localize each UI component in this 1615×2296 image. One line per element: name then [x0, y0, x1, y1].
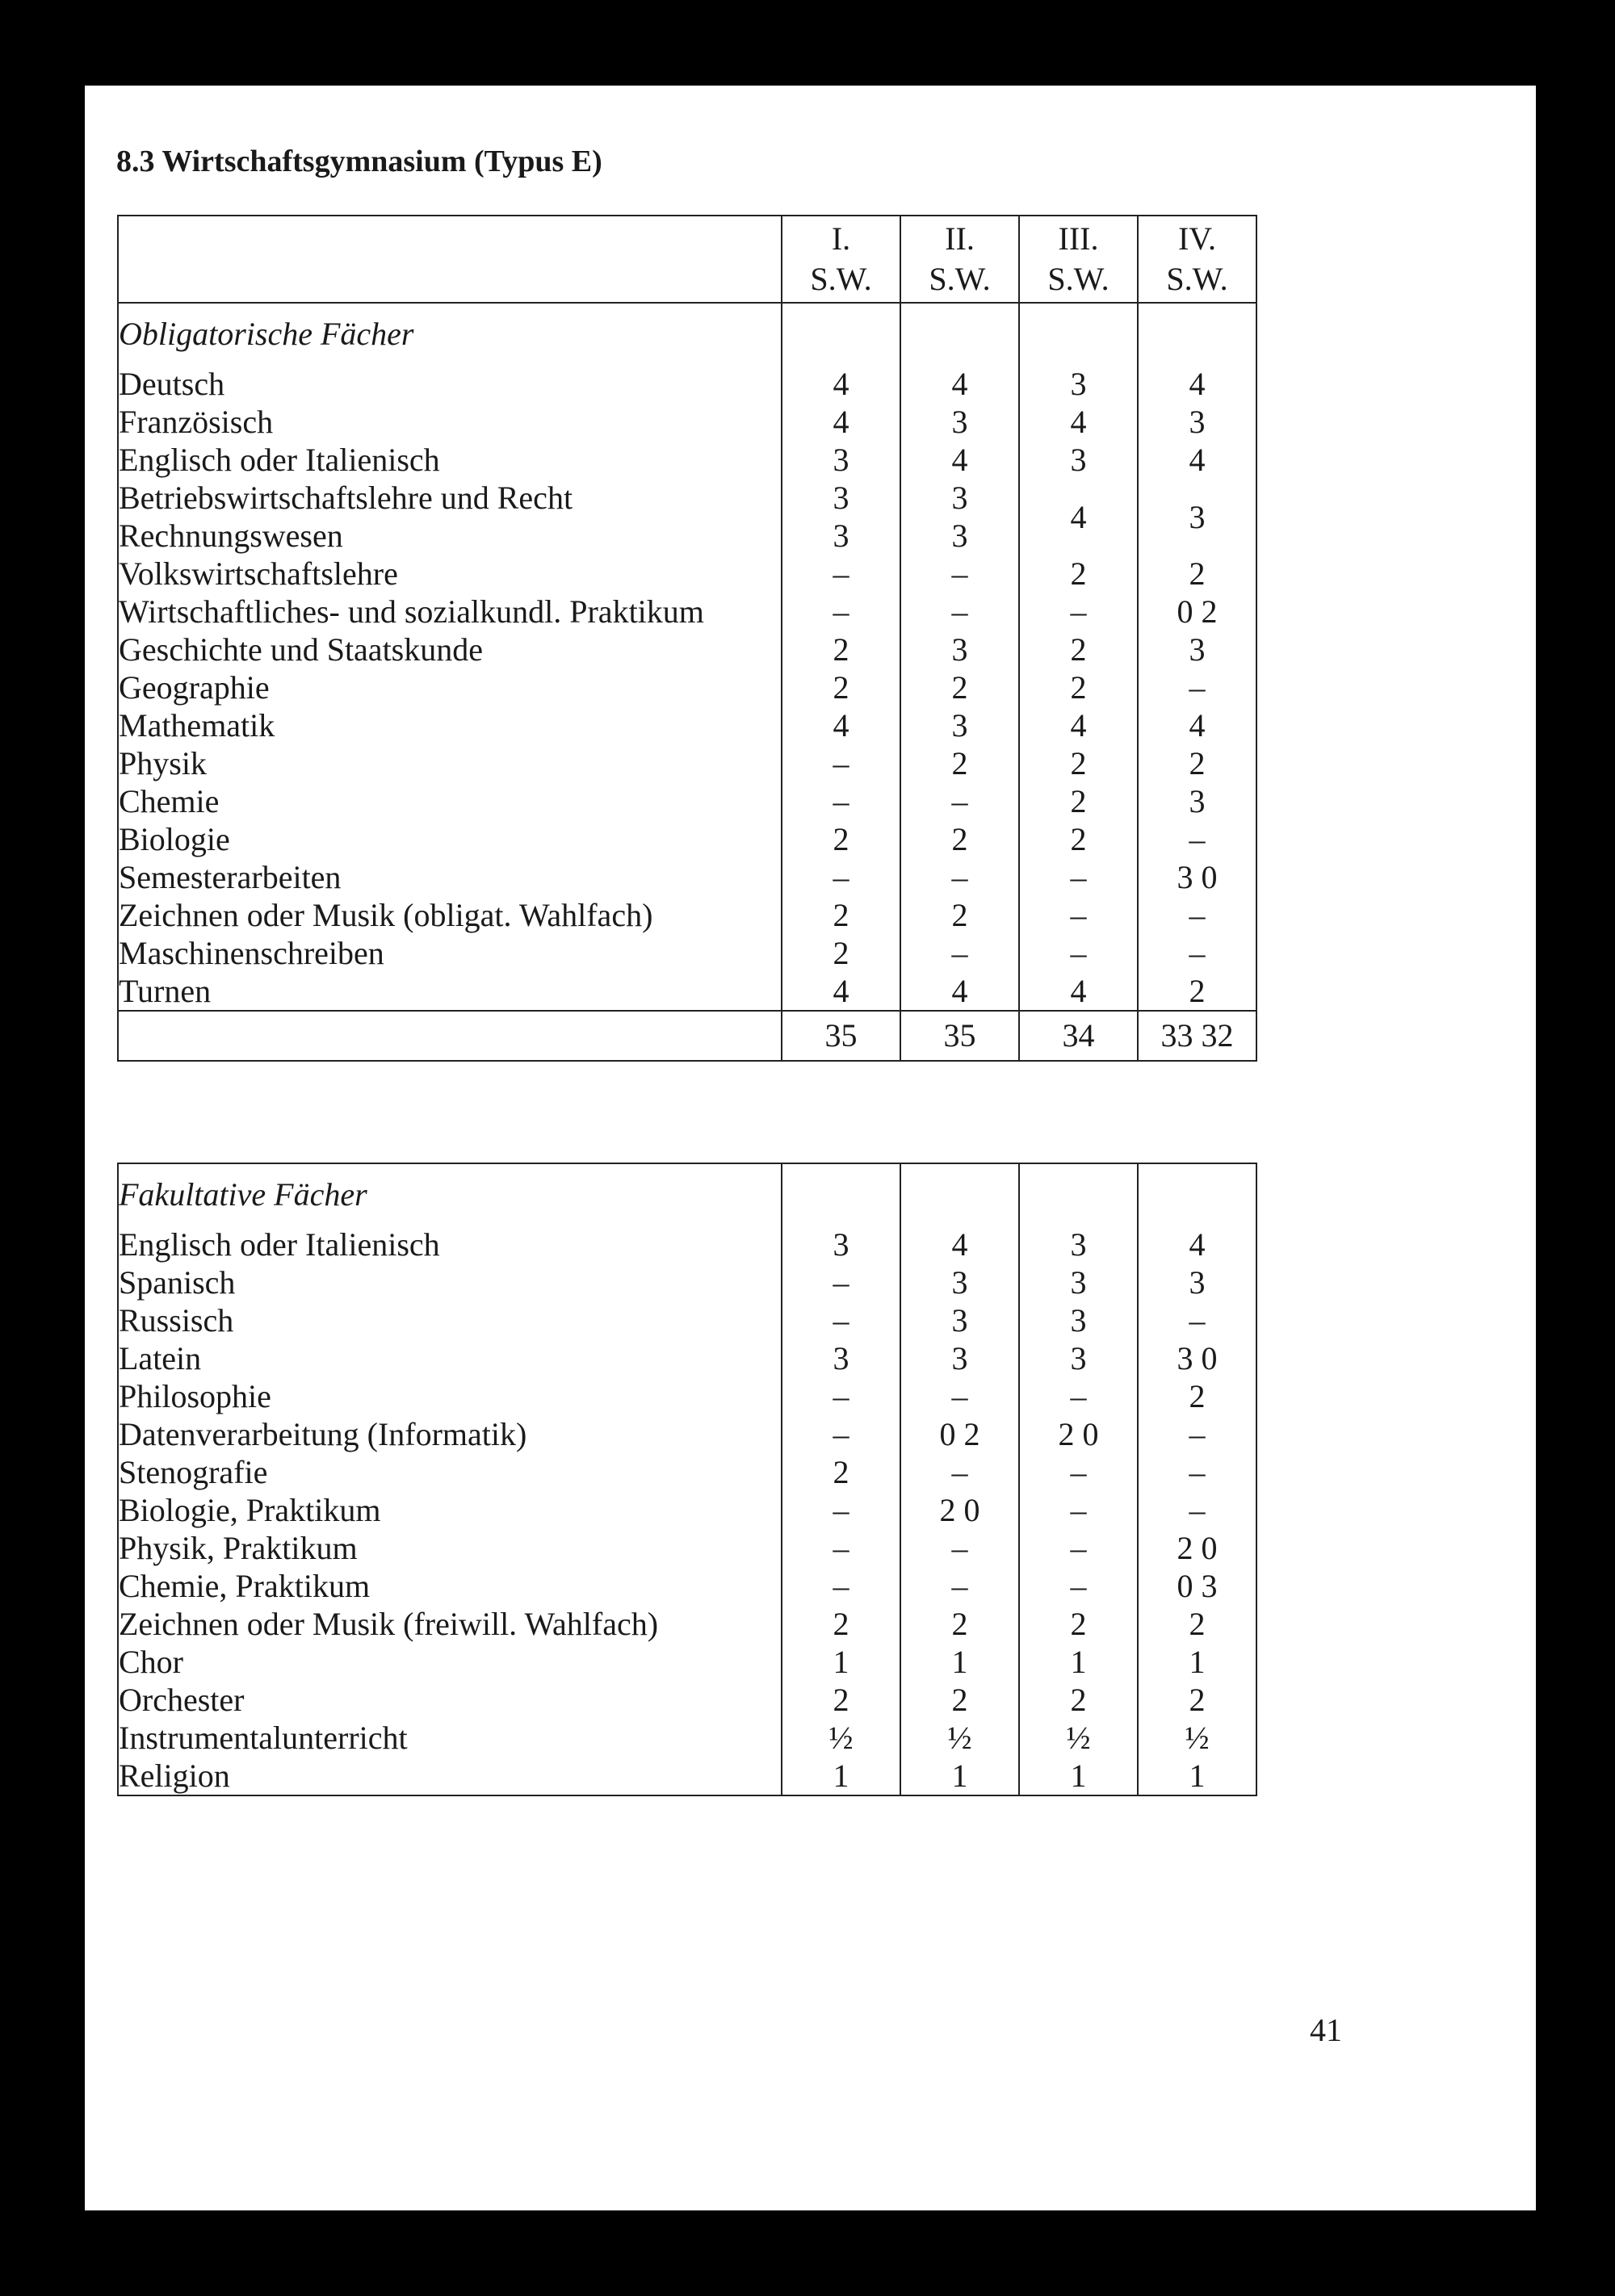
subject-name: Spanisch — [118, 1263, 782, 1301]
hours-cell: 3 — [1019, 1301, 1138, 1339]
hours-cell: 4 — [900, 365, 1019, 403]
subject-name: Geographie — [118, 668, 782, 706]
table-row — [118, 479, 1256, 517]
hours-cell: 3 — [1138, 631, 1256, 668]
subject-name: Biologie — [118, 820, 782, 858]
hours-cell: 4 — [782, 706, 900, 744]
hours-cell: 2 — [1019, 631, 1138, 668]
hours-cell: – — [900, 1567, 1019, 1605]
subject-name: Russisch — [118, 1301, 782, 1339]
hours-cell: 2 — [782, 934, 900, 972]
subject-name: Biologie, Praktikum — [118, 1491, 782, 1529]
hours-cell: – — [782, 1415, 900, 1453]
table-row — [118, 1491, 1256, 1529]
hours-cell: – — [900, 782, 1019, 820]
hours-cell: – — [1019, 934, 1138, 972]
header-semester-1: I. S.W. — [782, 216, 900, 303]
table-row — [118, 782, 1256, 820]
header-semester-2: II. S.W. — [900, 216, 1019, 303]
hours-cell: 2 0 — [1138, 1529, 1256, 1567]
hours-cell: 2 0 — [900, 1491, 1019, 1529]
hours-cell: 3 — [782, 1339, 900, 1377]
hours-cell: – — [1019, 1453, 1138, 1491]
total-cell: 34 — [1019, 1011, 1138, 1061]
hours-cell: 0 2 — [1138, 593, 1256, 631]
hours-cell: 2 — [1138, 555, 1256, 593]
subject-name: Deutsch — [118, 365, 782, 403]
table-row — [118, 1339, 1256, 1377]
hours-cell: 2 — [1019, 555, 1138, 593]
table-row — [118, 744, 1256, 782]
hours-cell: – — [1138, 1301, 1256, 1339]
hours-cell: 4 — [1138, 441, 1256, 479]
hours-cell: 2 — [1019, 1681, 1138, 1719]
hours-cell: – — [1019, 1377, 1138, 1415]
header-semester-3: III. S.W. — [1019, 216, 1138, 303]
hours-cell: 3 — [1138, 403, 1256, 441]
section-heading-row — [118, 1163, 1256, 1226]
hours-cell: 2 — [1138, 744, 1256, 782]
subject-name: Physik — [118, 744, 782, 782]
subject-name: Zeichnen oder Musik (freiwill. Wahlfach) — [118, 1605, 782, 1643]
section-heading: Obligatorische Fächer — [118, 303, 782, 365]
total-cell: 35 — [900, 1011, 1019, 1061]
hours-cell: – — [900, 934, 1019, 972]
hours-cell: 2 — [1138, 1605, 1256, 1643]
hours-cell: 1 — [1019, 1643, 1138, 1681]
hours-cell: 4 — [782, 403, 900, 441]
hours-cell: ½ — [900, 1719, 1019, 1757]
hours-cell: 2 — [1019, 1605, 1138, 1643]
hours-cell: – — [900, 858, 1019, 896]
hours-cell: – — [1019, 1491, 1138, 1529]
table-row — [118, 631, 1256, 668]
subject-name: Wirtschaftliches- und sozialkundl. Praktikum — [118, 593, 782, 631]
subject-name: Chemie — [118, 782, 782, 820]
optional-subjects-table — [117, 1163, 1257, 1796]
hours-cell: 3 — [1019, 1263, 1138, 1301]
hours-cell: 4 — [900, 441, 1019, 479]
hours-cell: 2 — [900, 668, 1019, 706]
hours-cell: 0 2 — [900, 1415, 1019, 1453]
hours-cell: 3 — [1138, 782, 1256, 820]
hours-cell: 3 — [900, 1301, 1019, 1339]
hours-cell: 2 — [1019, 820, 1138, 858]
hours-cell: – — [900, 1377, 1019, 1415]
table-row — [118, 1377, 1256, 1415]
hours-cell: ½ — [1019, 1719, 1138, 1757]
table-row — [118, 1226, 1256, 1263]
table-row — [118, 1643, 1256, 1681]
hours-cell: – — [900, 1453, 1019, 1491]
subject-name: Französisch — [118, 403, 782, 441]
obligatory-subjects-table — [117, 215, 1257, 1062]
subject-name: Betriebswirtschaftslehre und Recht — [118, 479, 782, 517]
merged-hours-cell: 3 — [1138, 479, 1256, 555]
table-row — [118, 1263, 1256, 1301]
hours-cell: 1 — [782, 1757, 900, 1795]
hours-cell: 3 — [782, 479, 900, 517]
hours-cell: 3 — [900, 631, 1019, 668]
hours-cell: 2 — [1138, 1681, 1256, 1719]
subject-name: Chemie, Praktikum — [118, 1567, 782, 1605]
hours-cell: 3 — [782, 441, 900, 479]
hours-cell: 4 — [1019, 972, 1138, 1011]
table-row — [118, 555, 1256, 593]
hours-cell: ½ — [782, 1719, 900, 1757]
hours-cell: – — [782, 744, 900, 782]
table-row — [118, 403, 1256, 441]
hours-cell: 1 — [900, 1757, 1019, 1795]
subject-name: Semesterarbeiten — [118, 858, 782, 896]
merged-hours-cell: 4 — [1019, 479, 1138, 555]
hours-cell: ½ — [1138, 1719, 1256, 1757]
subject-name: Orchester — [118, 1681, 782, 1719]
subject-name: Philosophie — [118, 1377, 782, 1415]
hours-cell: – — [782, 593, 900, 631]
hours-cell: – — [1138, 1453, 1256, 1491]
table-row — [118, 896, 1256, 934]
subject-name: Volkswirtschaftslehre — [118, 555, 782, 593]
subject-name: Englisch oder Italienisch — [118, 1226, 782, 1263]
hours-cell: 1 — [1138, 1757, 1256, 1795]
hours-cell: 4 — [1138, 1226, 1256, 1263]
hours-cell: 3 — [782, 517, 900, 555]
subject-name: Rechnungswesen — [118, 517, 782, 555]
hours-cell: 3 — [1019, 1339, 1138, 1377]
subject-name: Stenografie — [118, 1453, 782, 1491]
table-row — [118, 1529, 1256, 1567]
hours-cell: 2 — [1019, 782, 1138, 820]
hours-cell: 3 — [782, 1226, 900, 1263]
hours-cell: 2 — [782, 1453, 900, 1491]
hours-cell: 2 — [900, 744, 1019, 782]
hours-cell: – — [1138, 1415, 1256, 1453]
hours-cell: – — [782, 1377, 900, 1415]
hours-cell: 4 — [782, 365, 900, 403]
hours-cell: – — [782, 1491, 900, 1529]
table-row — [118, 858, 1256, 896]
subject-name: Geschichte und Staatskunde — [118, 631, 782, 668]
table-row — [118, 668, 1256, 706]
section-heading: Fakultative Fächer — [118, 1163, 782, 1226]
table-row — [118, 365, 1256, 403]
total-cell: 33 32 — [1138, 1011, 1256, 1061]
table-row — [118, 1567, 1256, 1605]
hours-cell: 0 3 — [1138, 1567, 1256, 1605]
table-row — [118, 1681, 1256, 1719]
hours-cell: 3 — [900, 479, 1019, 517]
header-semester-4: IV. S.W. — [1138, 216, 1256, 303]
table-row — [118, 1301, 1256, 1339]
subject-name: Maschinenschreiben — [118, 934, 782, 972]
hours-cell: 2 — [782, 1681, 900, 1719]
hours-cell: 3 0 — [1138, 1339, 1256, 1377]
total-cell: 35 — [782, 1011, 900, 1061]
hours-cell: 3 — [900, 1339, 1019, 1377]
hours-cell: – — [782, 1301, 900, 1339]
hours-cell: 4 — [1019, 403, 1138, 441]
subject-name: Latein — [118, 1339, 782, 1377]
hours-cell: 2 — [1019, 668, 1138, 706]
hours-cell: – — [782, 1529, 900, 1567]
hours-cell: – — [782, 1263, 900, 1301]
table-row — [118, 441, 1256, 479]
hours-cell: 3 — [1019, 365, 1138, 403]
hours-cell: – — [1019, 1529, 1138, 1567]
hours-cell: – — [1138, 934, 1256, 972]
hours-cell: 3 — [900, 403, 1019, 441]
table-row — [118, 934, 1256, 972]
hours-cell: 4 — [782, 972, 900, 1011]
hours-cell: 4 — [1019, 706, 1138, 744]
subject-name: Mathematik — [118, 706, 782, 744]
hours-cell: – — [1019, 1567, 1138, 1605]
hours-cell: – — [782, 555, 900, 593]
hours-cell: – — [900, 555, 1019, 593]
hours-cell: 4 — [1138, 706, 1256, 744]
hours-cell: 2 — [1019, 744, 1138, 782]
hours-cell: – — [782, 782, 900, 820]
hours-cell: 2 — [900, 1681, 1019, 1719]
hours-cell: – — [1019, 593, 1138, 631]
table-row — [118, 1605, 1256, 1643]
hours-cell: 2 — [782, 820, 900, 858]
hours-cell: 3 — [1019, 441, 1138, 479]
hours-cell: – — [1138, 820, 1256, 858]
table-row — [118, 972, 1256, 1011]
section-title: 8.3 Wirtschaftsgymnasium (Typus E) — [116, 145, 602, 178]
hours-cell: 2 — [1138, 1377, 1256, 1415]
hours-cell: 1 — [1138, 1643, 1256, 1681]
hours-cell: 3 — [900, 517, 1019, 555]
hours-cell: 2 — [782, 896, 900, 934]
table-row — [118, 1453, 1256, 1491]
header-blank — [118, 216, 782, 303]
hours-cell: 2 0 — [1019, 1415, 1138, 1453]
subject-name: Zeichnen oder Musik (obligat. Wahlfach) — [118, 896, 782, 934]
hours-cell: 3 — [900, 706, 1019, 744]
hours-cell: 2 — [782, 1605, 900, 1643]
hours-cell: 1 — [782, 1643, 900, 1681]
hours-cell: – — [782, 1567, 900, 1605]
hours-cell: – — [1138, 668, 1256, 706]
subject-name: Englisch oder Italienisch — [118, 441, 782, 479]
hours-cell: – — [900, 593, 1019, 631]
hours-cell: – — [1019, 896, 1138, 934]
subject-name: Instrumentalunterricht — [118, 1719, 782, 1757]
hours-cell: 4 — [900, 1226, 1019, 1263]
hours-cell: 2 — [900, 1605, 1019, 1643]
subject-name: Religion — [118, 1757, 782, 1795]
hours-cell: 2 — [900, 896, 1019, 934]
subject-name: Physik, Praktikum — [118, 1529, 782, 1567]
hours-cell: 1 — [900, 1643, 1019, 1681]
hours-cell: 3 — [900, 1263, 1019, 1301]
table-row — [118, 1415, 1256, 1453]
table-row — [118, 1719, 1256, 1757]
table-row — [118, 706, 1256, 744]
hours-cell: 1 — [1019, 1757, 1138, 1795]
subject-name: Turnen — [118, 972, 782, 1011]
hours-cell: – — [782, 858, 900, 896]
hours-cell: 3 — [1019, 1226, 1138, 1263]
hours-cell: 3 — [1138, 1263, 1256, 1301]
hours-cell: 2 — [1138, 972, 1256, 1011]
hours-cell: 2 — [900, 820, 1019, 858]
hours-cell: 2 — [782, 631, 900, 668]
hours-cell: 3 0 — [1138, 858, 1256, 896]
page-number: 41 — [1310, 2012, 1342, 2048]
totals-label-blank — [118, 1011, 782, 1061]
hours-cell: – — [1138, 1491, 1256, 1529]
subject-name: Datenverarbeitung (Informatik) — [118, 1415, 782, 1453]
hours-cell: 2 — [782, 668, 900, 706]
hours-cell: 4 — [900, 972, 1019, 1011]
totals-row — [118, 1011, 1256, 1061]
hours-cell: – — [900, 1529, 1019, 1567]
table-row — [118, 593, 1256, 631]
table-row — [118, 1757, 1256, 1795]
subject-name: Chor — [118, 1643, 782, 1681]
hours-cell: – — [1138, 896, 1256, 934]
table-row — [118, 820, 1256, 858]
section-heading-row — [118, 303, 1256, 365]
hours-cell: 4 — [1138, 365, 1256, 403]
hours-cell: – — [1019, 858, 1138, 896]
